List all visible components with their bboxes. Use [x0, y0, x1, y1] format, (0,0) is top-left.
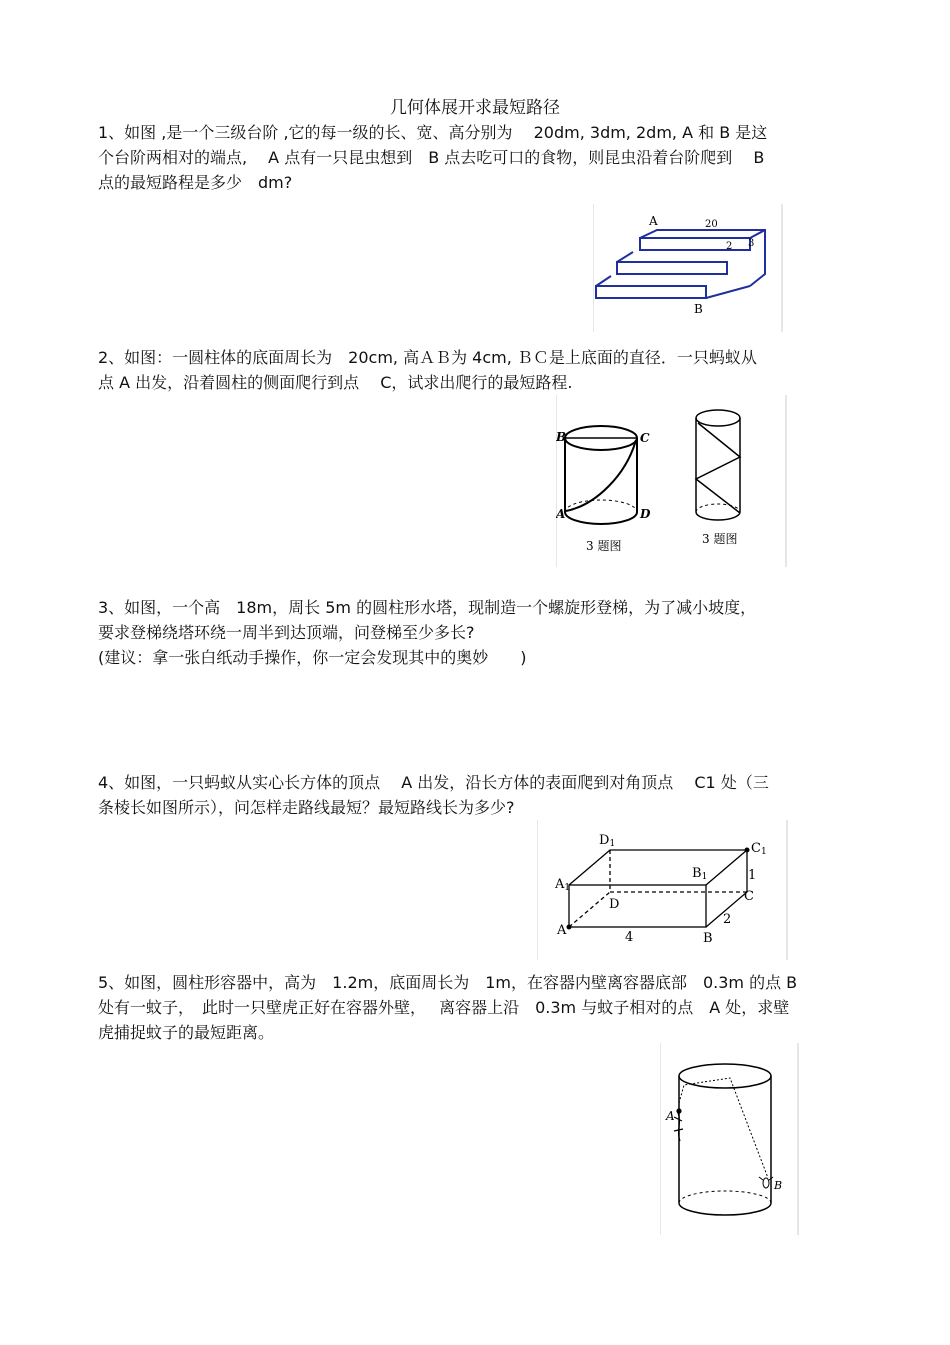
label-b: B — [774, 1179, 783, 1192]
question-2-line-1: 2、如图：一圆柱体的底面周长为 20cm, 高ＡＢ为 4cm, ＢＣ是上底面的直径．一只蚂蚁从 — [98, 348, 757, 367]
caption-right: 3 题图 — [702, 532, 738, 546]
question-3-line-2: 要求登梯绕塔环绕一周半到达顶端，问登梯至少多长? — [98, 623, 475, 642]
length-2: 2 — [723, 912, 732, 927]
question-5-line-3: 虎捕捉蚊子的最短距离。 — [98, 1023, 275, 1042]
question-4-line-1: 4、如图，一只蚂蚁从实心长方体的顶点 A 出发，沿长方体的表面爬到对角顶点 C1 处（三 — [98, 773, 769, 792]
label-b: B — [556, 430, 567, 444]
staircase-figure — [593, 204, 783, 332]
page-title: 几何体展开求最短路径 — [390, 98, 560, 118]
question-4 — [98, 770, 850, 820]
cuboid-figure — [537, 820, 789, 960]
label-c: C — [744, 889, 754, 904]
label-2: 2 — [726, 241, 733, 252]
question-1-line-2: 个台阶两相对的端点, A 点有一只昆虫想到 B 点去吃可口的食物，则昆虫沿着台阶爬到 B — [98, 148, 765, 167]
label-d: D — [609, 897, 620, 912]
question-5-line-2: 处有一蚊子， 此时一只壁虎正好在容器外壁， 离容器上沿 0.3m 与蚊子相对的点 A 处，求壁 — [98, 998, 790, 1017]
label-d: D — [640, 507, 651, 521]
question-3 — [98, 595, 850, 670]
label-a: A — [666, 1109, 675, 1123]
label-a: A — [649, 214, 658, 228]
question-3-line-1: 3、如图，一个高 18m，周长 5m 的圆柱形水塔，现制造一个螺旋形登梯，为了减小坡度， — [98, 598, 757, 617]
question-1 — [98, 120, 850, 195]
length-1: 1 — [748, 868, 757, 883]
question-5-line-1: 5、如图，圆柱形容器中，高为 1.2m，底面周长为 1m，在容器内壁离容器底部 0.3m 的点 B — [98, 973, 798, 992]
label-a: A — [557, 923, 567, 938]
label-c1: C1 — [751, 841, 767, 857]
question-3-line-3: (建议：拿一张白纸动手操作，你一定会发现其中的奥妙 ) — [98, 648, 527, 667]
label-a: A — [556, 507, 566, 521]
label-20: 20 — [705, 219, 718, 230]
question-5 — [98, 970, 850, 1045]
label-b: B — [703, 931, 713, 946]
label-c: C — [640, 431, 650, 445]
question-2-line-2: 点 A 出发，沿着圆柱的侧面爬行到点 C，试求出爬行的最短路程. — [98, 373, 573, 392]
question-1-line-1: 1、如图 ,是一个三级台阶 ,它的每一级的长、宽、高分别为 20dm, 3dm, 2dm, A 和 B 是这 — [98, 123, 768, 142]
container-figure — [660, 1043, 800, 1235]
question-2 — [98, 345, 850, 395]
label-3: 3 — [748, 238, 755, 249]
question-4-line-2: 条棱长如图所示），问怎样走路线最短？最短路线长为多少? — [98, 798, 515, 817]
cylinder-figure — [556, 395, 788, 567]
label-d1: D1 — [599, 833, 616, 849]
label-b: B — [694, 302, 703, 316]
label-a1: A1 — [555, 877, 571, 893]
label-b1: B1 — [692, 866, 708, 882]
caption-left: 3 题图 — [586, 539, 622, 553]
length-4: 4 — [625, 930, 634, 945]
question-1-line-3: 点的最短路程是多少 dm? — [98, 173, 293, 192]
